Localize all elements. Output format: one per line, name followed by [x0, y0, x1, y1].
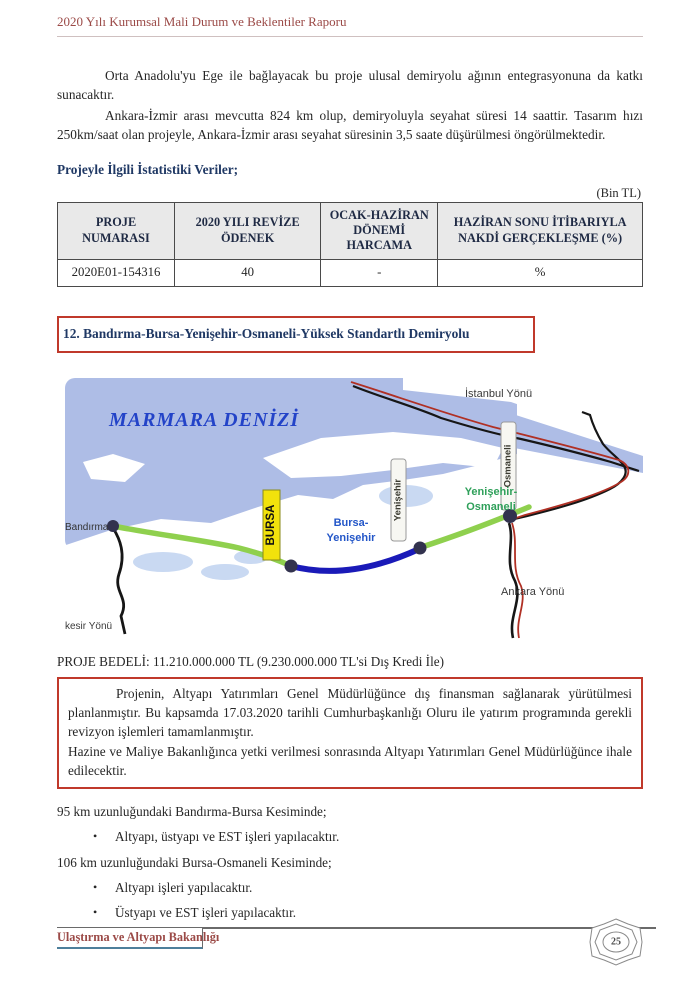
bullet-icon: • [93, 905, 98, 920]
intro-paragraph-1: Orta Anadolu'yu Ege ile bağlayacak bu proje ulusal demiryolu ağının entegrasyonuna da katkı sunacaktır. [57, 68, 643, 103]
report-header: 2020 Yılı Kurumsal Mali Durum ve Beklentiler Raporu [57, 14, 643, 37]
section-heading-box [57, 316, 535, 353]
intro-section [57, 66, 643, 145]
yenisehir-osmaneli-label-1: Yenişehir- [464, 485, 518, 498]
cell-proje-numarasi: 2020E01-154316 [58, 259, 175, 286]
col-header-donem-harcama: OCAK-HAZİRAN DÖNEMİ HARCAMA [321, 202, 438, 259]
works-section2-title: 106 km uzunluğundaki Bursa-Osmaneli Kesiminde; [57, 855, 332, 871]
table-header-row [58, 202, 643, 259]
bandirma-label: Bandırma [65, 521, 109, 533]
cell-odenek: 40 [175, 259, 321, 286]
yenisehir-station-dot [414, 541, 427, 554]
unit-note: (Bin TL) [596, 185, 641, 200]
footer-ministry-label: Ulaştırma ve Altyapı Bakanlığı [57, 930, 220, 944]
map-lake-west1 [133, 552, 193, 572]
list-item [57, 880, 643, 896]
istanbul-direction-label: İstanbul Yönü [465, 387, 533, 400]
page-number: 25 [611, 936, 621, 948]
stats-table [57, 202, 643, 287]
project-note-box [57, 677, 643, 789]
map-lake-west2 [201, 564, 249, 580]
page-footer [0, 921, 700, 973]
intro-paragraph-2: Ankara-İzmir arası mevcutta 824 km olup, demiryoluyla seyahat süresi 14 saattir. Tasarım hızı 250km/saat olan projeyle, Ankara-İzmir arası seyahat süresinin 3,5 saate düşürülmesi öngörülmektedir. [57, 107, 643, 143]
footer-ministry-tab [57, 927, 220, 949]
works-item-text: Altyapı, üstyapı ve EST işleri yapılacaktır. [115, 829, 340, 845]
yenisehir-sign-label: Yenişehir [392, 478, 404, 521]
works-section1-title: 95 km uzunluğundaki Bandırma-Bursa Kesiminde; [57, 804, 327, 820]
section-heading: 12. Bandırma-Bursa-Yenişehir-Osmaneli-Yüksek Standartlı Demiryolu [63, 325, 470, 341]
bursa-sign-label: BURSA [265, 504, 277, 546]
cell-gerceklesme: % [438, 259, 643, 286]
balikesir-direction-label: kesir Yönü [65, 620, 113, 632]
bursa-yenisehir-label-2: Yenişehir [326, 531, 376, 544]
osmaneli-sign-label: Osmaneli [502, 444, 514, 488]
bursa-yenisehir-label-1: Bursa- [333, 516, 369, 529]
list-item [57, 905, 643, 921]
works-section [57, 804, 643, 921]
list-item [57, 829, 643, 845]
bullet-icon: • [93, 880, 98, 895]
cell-harcama: - [321, 259, 438, 286]
note-paragraph-2: Hazine ve Maliye Bakanlığınca yetki verilmesi sonrasında Altyapı Yatırımları Genel Müdürlüğünce ihale edilecektir. [68, 743, 632, 778]
bursa-station-dot [285, 559, 298, 572]
col-header-proje-numarasi: PROJE NUMARASI [58, 202, 175, 259]
col-header-revize-odenek: 2020 YILI REVİZE ÖDENEK [175, 202, 321, 259]
railway-map [63, 376, 643, 639]
works-item-text: Altyapı işleri yapılacaktır. [115, 880, 253, 896]
bullet-icon: • [93, 829, 98, 844]
ankara-direction-label: Ankara Yönü [501, 585, 565, 598]
yenisehir-osmaneli-label-2: Osmaneli [466, 500, 516, 513]
note-paragraph-1: Projenin, Altyapı Yatırımları Genel Müdürlüğünce dış finansman sağlanarak yürütülmesi planlanmıştır. Bu kapsamda 17.03.2020 tarihli Cumhurbaşkanlığı Oluru ile yatırım programında gerekli revizyon işlemleri tamamlanmıştır. [68, 685, 632, 740]
table-row [58, 259, 643, 286]
page-number-badge [584, 918, 648, 966]
col-header-nakdi-gerceklesme: HAZİRAN SONU İTİBARIYLA NAKDİ GERÇEKLEŞME (%) [438, 202, 643, 259]
works-item-text: Üstyapı ve EST işleri yapılacaktır. [115, 905, 297, 921]
project-cost-line: PROJE BEDELİ: 11.210.000.000 TL (9.230.000.000 TL'si Dış Kredi İle) [57, 653, 444, 669]
bandirma-station-dot [107, 520, 119, 532]
stats-section-title: Projeyle İlgili İstatistiki Veriler; [57, 161, 239, 177]
sea-label: MARMARA DENİZİ [109, 408, 300, 431]
